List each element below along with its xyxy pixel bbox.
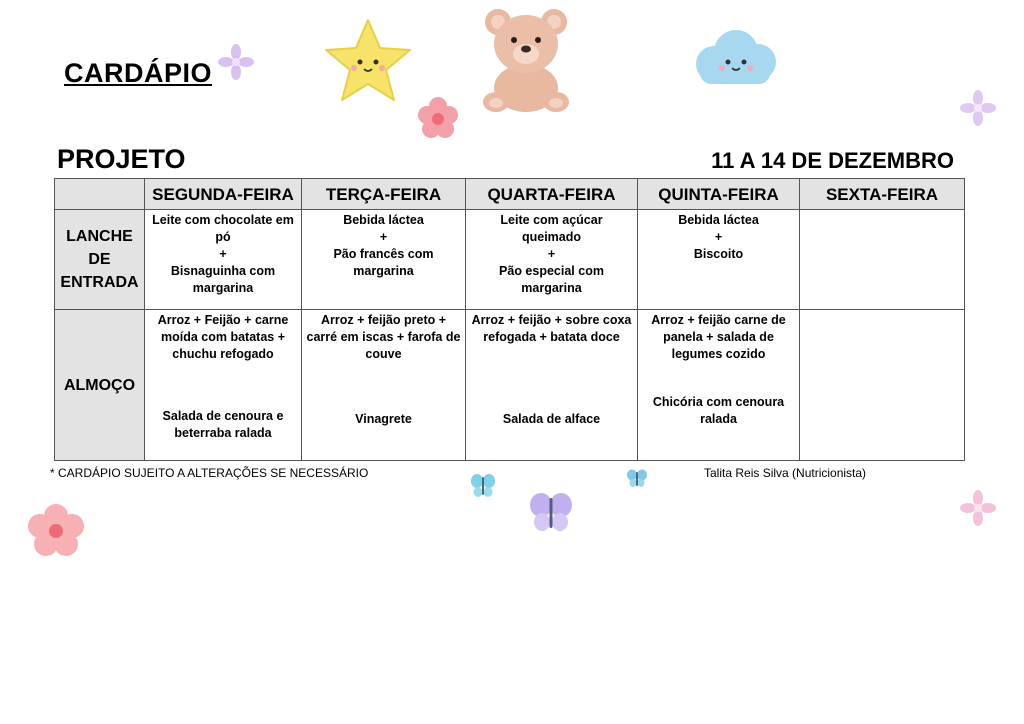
menu-item: Bisnaguinha com margarina [170,264,276,295]
menu-item: Biscoito [693,247,744,261]
flower-icon [960,90,996,126]
lunch-salad: Chicória com cenoura ralada [652,395,785,426]
day-header: SEXTA-FEIRA [800,179,965,210]
snack-cell-monday [145,210,302,310]
table-row-lunch [55,310,965,461]
plus-sign: + [219,247,227,261]
row-label-snack: LANCHE DE ENTRADA [55,210,145,310]
table-row-snack [55,210,965,310]
snack-cell-tuesday [302,210,466,310]
row-label-lunch: ALMOÇO [55,310,145,461]
lunch-cell-thursday [638,310,800,461]
flower-icon [218,44,254,80]
lunch-cell-friday [800,310,965,461]
project-label: PROJETO [57,144,186,174]
teddy-bear-icon [474,4,578,116]
day-header: TERÇA-FEIRA [302,179,466,210]
menu-item: Bebida láctea [678,213,759,227]
lunch-main-dish: Arroz + feijão preto + carré em iscas + farofa de couve [306,313,461,361]
menu-item: Pão especial com margarina [499,264,604,295]
cloud-icon [686,24,782,92]
lunch-main-dish: Arroz + feijão + sobre coxa refogada + batata doce [471,313,632,344]
menu-item: Pão francês com margarina [333,247,434,278]
lunch-cell-wednesday [466,310,638,461]
day-header: QUARTA-FEIRA [466,179,638,210]
nutritionist-signature: Talita Reis Silva (Nutricionista) [704,466,867,480]
lunch-main-dish: Arroz + feijão carne de panela + salada de legumes cozido [651,313,786,361]
lunch-salad: Salada de cenoura e beterraba ralada [162,409,284,440]
lunch-salad: Vinagrete [355,412,412,426]
snack-cell-thursday [638,210,800,310]
date-range: 11 A 14 DE DEZEMBRO [711,148,954,173]
snack-cell-friday [800,210,965,310]
page-title: CARDÁPIO [64,58,213,88]
table-header-row [55,179,965,210]
plus-sign: + [379,230,388,244]
butterfly-icon [626,468,648,490]
flower-icon [416,96,460,140]
menu-item: Bebida láctea [343,213,424,227]
snack-cell-wednesday [466,210,638,310]
menu-table [54,178,965,461]
lunch-cell-monday [145,310,302,461]
footnote: * CARDÁPIO SUJEITO A ALTERAÇÕES SE NECESSÁRIO [50,466,369,480]
plus-sign: + [714,230,723,244]
lunch-cell-tuesday [302,310,466,461]
butterfly-icon [528,490,574,534]
lunch-main-dish: Arroz + Feijão + carne moída com batatas + chuchu refogado [157,313,289,361]
menu-item: Leite com chocolate em pó [152,213,294,244]
flower-icon [960,490,996,526]
day-header: SEGUNDA-FEIRA [145,179,302,210]
star-icon [322,16,414,104]
corner-cell [55,179,145,210]
lunch-salad: Salada de alface [502,412,601,426]
day-header: QUINTA-FEIRA [638,179,800,210]
menu-item: Leite com açúcar queimado [500,213,603,244]
flower-icon [26,504,86,556]
plus-sign: + [547,247,556,261]
butterfly-icon [470,472,496,500]
